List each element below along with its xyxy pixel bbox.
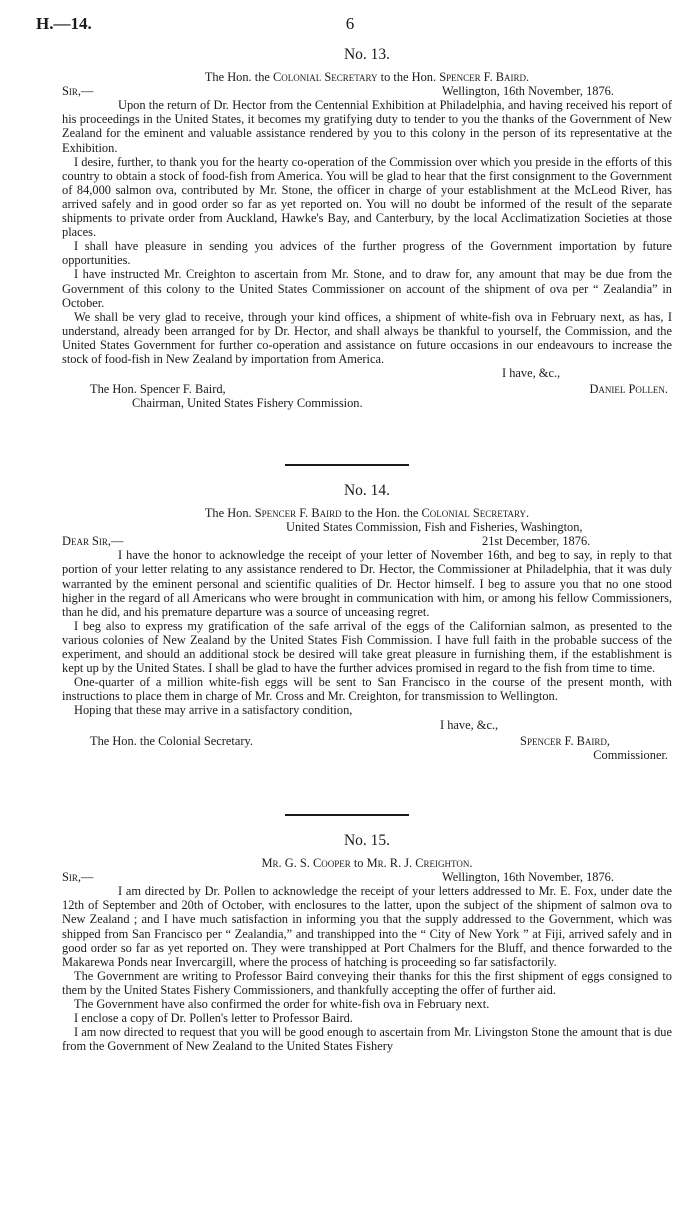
addressee: The Hon. Spencer F. Baird, (90, 382, 226, 397)
paragraph: I beg also to express my gratification of the safe arrival of the eggs of the Californian salmon, as presented to the various colonies of New Zealand by the United States Fish Commission. I have full faith in the probable success of the experiment, and should an additional stock be desired will take great pleasure in furnishing them, if the establishment is kept up by the United States. I shall be glad to have the further advices promised in regard to the fish from time to time. (62, 618, 672, 676)
sender: Mr. G. S. Cooper (261, 856, 351, 871)
page-number: 6 (345, 14, 355, 33)
section-divider (285, 464, 409, 466)
letter-number: No. 13. (343, 46, 391, 63)
letter-number: No. 15. (343, 832, 391, 849)
recipient: Mr. R. J. Creighton. (366, 856, 473, 871)
paragraph: I have instructed Mr. Creighton to ascertain from Mr. Stone, and to draw for, any amount that may be due from the Government of this colony to the United States Commissioner on account of the shipment of ova per “ Zealandia” in October. (62, 267, 672, 310)
paragraph: I desire, further, to thank you for the hearty co-operation of the Commission over which you preside in the efforts of this country to obtain a stock of food-fish from America. You will be glad to hear that the first consignment to the Government of 84,000 salmon ova, contributed by Mr. Stone, the officer in charge of your establishment at the McLeod River, has arrived safely and in good order so far as yet reported on. You will no doubt be informed of the result of the separate shipments to private order from Auckland, Hawke's Bay, and Canterbury, by the local Acclimatization Societies at those places. (62, 154, 672, 240)
closing: I have, &c., (440, 717, 499, 732)
letter-title: Mr. G. S. Cooper to Mr. R. J. Creighton. (261, 856, 473, 871)
signature-block (62, 718, 672, 768)
letter-15 (62, 834, 672, 1053)
recipient: Colonial Secretary. (421, 506, 530, 521)
salutation-row (62, 870, 672, 884)
letter-title: The Hon. the Colonial Secretary to the Hon. Spencer F. Baird. (204, 70, 530, 85)
closing: I have, &c., (502, 366, 561, 381)
sender: Spencer F. Baird (254, 506, 342, 521)
paragraph: I am directed by Dr. Pollen to acknowledge the receipt of your letters addressed to Mr. E. Fox, under date the 12th of September and 20th of October, with enclosures to the latter, upon the subject of the shipment of salmon ova to New Zealand ; and I have much satisfaction in informing you that the supply addressed to the Government, which was shipped from San Francisco per “ Zealandia,” and transhipped into the “ City of New York ” at Fiji, arrived safely and in good order so far as yet reported on. They were transhipped at Port Chalmers for the Bluff, and thence forwarded to the Makarewa Ponds near Invercargill, where the process of hatching is proceeding so far satisfactorily. (62, 884, 672, 969)
signer: Spencer F. Baird, (520, 733, 610, 748)
addressee: The Hon. the Colonial Secretary. (90, 733, 253, 748)
signature-block (62, 366, 672, 416)
sender: Colonial Secretary (273, 70, 378, 85)
letter-14 (62, 484, 672, 768)
paragraph: Upon the return of Dr. Hector from the Centennial Exhibition at Philadelphia, and having received his report of his proceedings in the United States, it becomes my gratifying duty to tender to you the thanks of the Government of New Zealand for the eminent and valuable assistance rendered by you to this colony in the person of its representative at the Exhibition. (62, 98, 672, 155)
signer-title: Commissioner. (593, 747, 668, 762)
salutation: Sir,— (62, 84, 94, 99)
paragraph: We shall be very glad to receive, through your kind offices, a shipment of white-fish ova in February next, as has, I understand, already been arranged for by Dr. Hector, and shall always be thankful to yourself, the Commission, and the United States Government for further co-operation and assistance on future occasions in our endeavours to increase the stock of food-fish in New Zealand by importation from America. (62, 309, 672, 366)
addressee-title: Chairman, United States Fishery Commission. (132, 396, 363, 411)
salutation-row (62, 84, 672, 98)
paragraph: The Government are writing to Professor Baird conveying their thanks for this the first shipment of eggs consigned to them by the United States Fishery Commissioners, and thankfully accepting the offer of further aid. (62, 968, 672, 997)
letter-number: No. 14. (343, 482, 391, 499)
paragraph: I am now directed to request that you will be good enough to ascertain from Mr. Livingston Stone the amount that is due from the Government of New Zealand to the United States Fishery (62, 1025, 672, 1054)
place-row (62, 520, 672, 534)
paragraph: I shall have pleasure in sending you advices of the further progress of the Government importation by future opportunities. (62, 239, 672, 268)
salutation: Sir,— (62, 870, 94, 885)
salutation: Dear Sir,— (62, 534, 124, 549)
place: United States Commission, Fish and Fisheries, Washington, (286, 520, 583, 535)
paragraph: Hoping that these may arrive in a satisfactory condition, (74, 703, 353, 718)
document-reference: H.—14. (36, 14, 92, 33)
salutation-row (62, 534, 672, 548)
paragraph: One-quarter of a million white-fish eggs will be sent to San Francisco in the course of the present month, with instructions to place them in charge of Mr. Cross and Mr. Creighton, for transmission to Wellington. (62, 675, 672, 704)
section-divider (285, 814, 409, 816)
paragraph: The Government have also confirmed the order for white-fish ova in February next. (74, 997, 490, 1012)
date: 21st December, 1876. (482, 534, 591, 549)
paragraph: I have the honor to acknowledge the receipt of your letter of November 16th, and beg to say, in reply to that portion of your letter relating to any assistance rendered to Dr. Hector, the Commissioner at Philadelphia, that it was duly warranted by the eminent personal and scientific qualities of Dr. Hector himself. I beg to assure you that no one stood higher in the regard of all Americans who were brought in communication with him, or among his fellow Commissioners, than he did, and his premature departure was a source of unceasing regret. (62, 548, 672, 619)
place-date: Wellington, 16th November, 1876. (442, 870, 614, 885)
letter-13 (62, 48, 672, 416)
paragraph: I enclose a copy of Dr. Pollen's letter to Professor Baird. (74, 1011, 353, 1026)
place-date: Wellington, 16th November, 1876. (442, 84, 614, 99)
recipient: Spencer F. Baird. (439, 70, 530, 85)
signer: Daniel Pollen. (589, 382, 668, 397)
letter-title: The Hon. Spencer F. Baird to the Hon. the Colonial Secretary. (204, 506, 530, 521)
